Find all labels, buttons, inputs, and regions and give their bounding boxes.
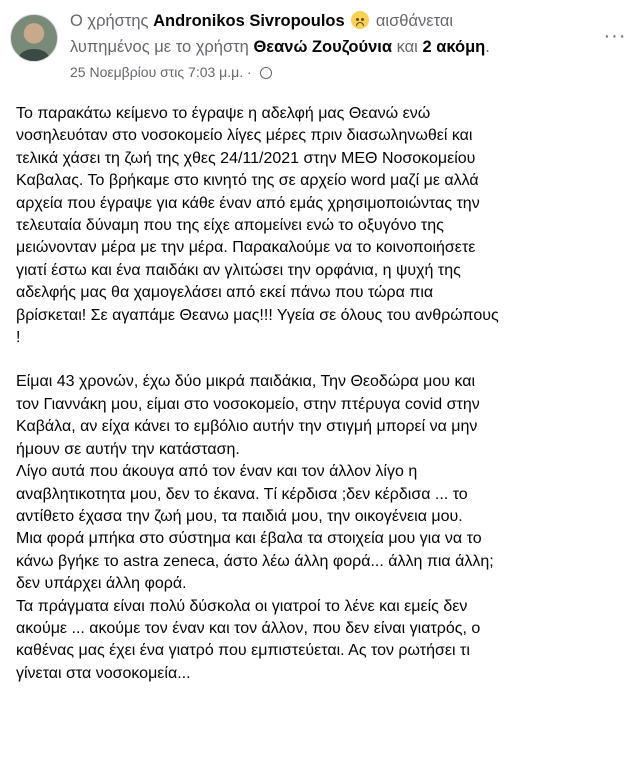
author-name[interactable]: Andronikos Sivropoulos [153,12,345,30]
post-text-line: Μια φορά μπήκα στο σύστημα και έβαλα τα στοιχεία μου για να το [16,530,482,548]
post-text-line: βρίσκεται! Σε αγαπάμε Θεανω μας!!! Υγεία σε όλους του ανθρώπους [16,306,499,324]
post-text-line: Λίγο αυτά που άκουγα από τον έναν και τον άλλον λίγο η [16,463,418,481]
header-prefix: Ο χρήστης [70,12,149,30]
avatar-shirt [19,49,49,62]
feeling-text: αισθάνεται [375,12,454,30]
post-text-line: Τα πράγματα είναι πολύ δύσκολα οι γιατροί το λένε και εμείς δεν [16,597,468,615]
post-text-line: αδελφής μας θα χαμογελάσει από εκεί πάνω που τώρα πια [16,284,434,302]
post-text-line: Το παρακάτω κείμενο το έγραψε η αδελφή μας Θεανώ ενώ [16,105,431,122]
and-text: και [396,38,418,56]
avatar[interactable] [10,14,58,62]
post-text-line: δεν υπάρχει άλλη φορά. [16,575,187,593]
post-text-line: τελευταία δύναμη που της είχε απομείνει ενώ το οξυγόνο της [16,217,444,235]
tagged-others[interactable]: 2 ακόμη [422,38,486,56]
globe-icon[interactable] [260,67,272,79]
sad-face-icon [351,11,369,29]
post-text-line: Καβάλα, αν είχα κάνει το εμβόλιο αυτήν την στιγμή μπορεί να μην [16,418,478,436]
more-options-button[interactable]: ··· [603,25,627,47]
post-text-line: κάνω βγήκε το astra zeneca, άστο λέω άλλη φορά... άλλη πια άλλη; [16,552,494,570]
post-text-line: γιατί έστω και ένα παιδάκι αν γλιτώσει την ορφάνια, η ψυχή της [16,261,461,279]
post-date-line [70,64,272,80]
post-text-line: τελικά χάσει τη ζωή της χθες 24/11/2021 στην ΜΕΘ Νοσοκομείου [16,149,476,167]
post-header [10,8,630,88]
post-header-text [70,8,590,60]
post-text-line: καθένας μας έχει ένα γιατρό που εμπιστεύεται. Ας τον ρωτήσει τι [16,642,470,660]
date-separator: · [246,64,252,80]
post-text-line: τον Γιαννάκη μου, είμαι στο νοσοκομείο, στην πτέρυγα covid στην [16,395,480,413]
post-text-line: αρχεία που έγραψε για κάθε έναν από εμάς χρησιμοποιώντας την [16,194,480,212]
post-date[interactable]: 25 Νοεμβρίου στις 7:03 μ.μ. [70,64,244,80]
feeling-text-line2: λυπημένος με το χρήστη [70,38,249,56]
post-body [16,103,628,707]
post-text-line: νοσηλευόταν στο νοσοκομείο λίγες μέρες πριν διασωληνωθεί και [16,127,473,145]
post-text-line: αντίθετο έχασα την ζωή μου, τα παιδιά μου, την οικογένεια μου. [16,507,463,525]
post-text-line: γίνεται στα νοσοκομεία... [16,664,191,682]
post-paragraph-1 [16,103,628,349]
tagged-user[interactable]: Θεανώ Ζουζούνια [253,38,392,56]
post-text-line: ήμουν σε αυτήν την κατάσταση. [16,440,240,458]
post-text-line: ακούμε ... ακούμε τον έναν και τον άλλον, που δεν είναι γιατρός, ο [16,619,481,637]
post-text-line: Είμαι 43 χρονών, έχω δύο μικρά παιδάκια, Την Θεοδώρα μου και [16,373,476,391]
post-text-line: αναβλητικοτητα μου, δεν το έκανα. Τί κέρδισα ;δεν κέρδισα ... το [16,485,468,503]
post-paragraph-2 [16,371,628,685]
post-text-line: ! [16,329,21,347]
post-text-line: Καβαλας. Το βρήκαμε στο κινητό της σε αρχείο word μαζί με αλλά [16,172,479,190]
post-text-line: μειώνονταν μέρα με την μέρα. Παρακαλούμε να το κοινοποιήσετε [16,239,476,257]
header-period: . [485,38,490,56]
